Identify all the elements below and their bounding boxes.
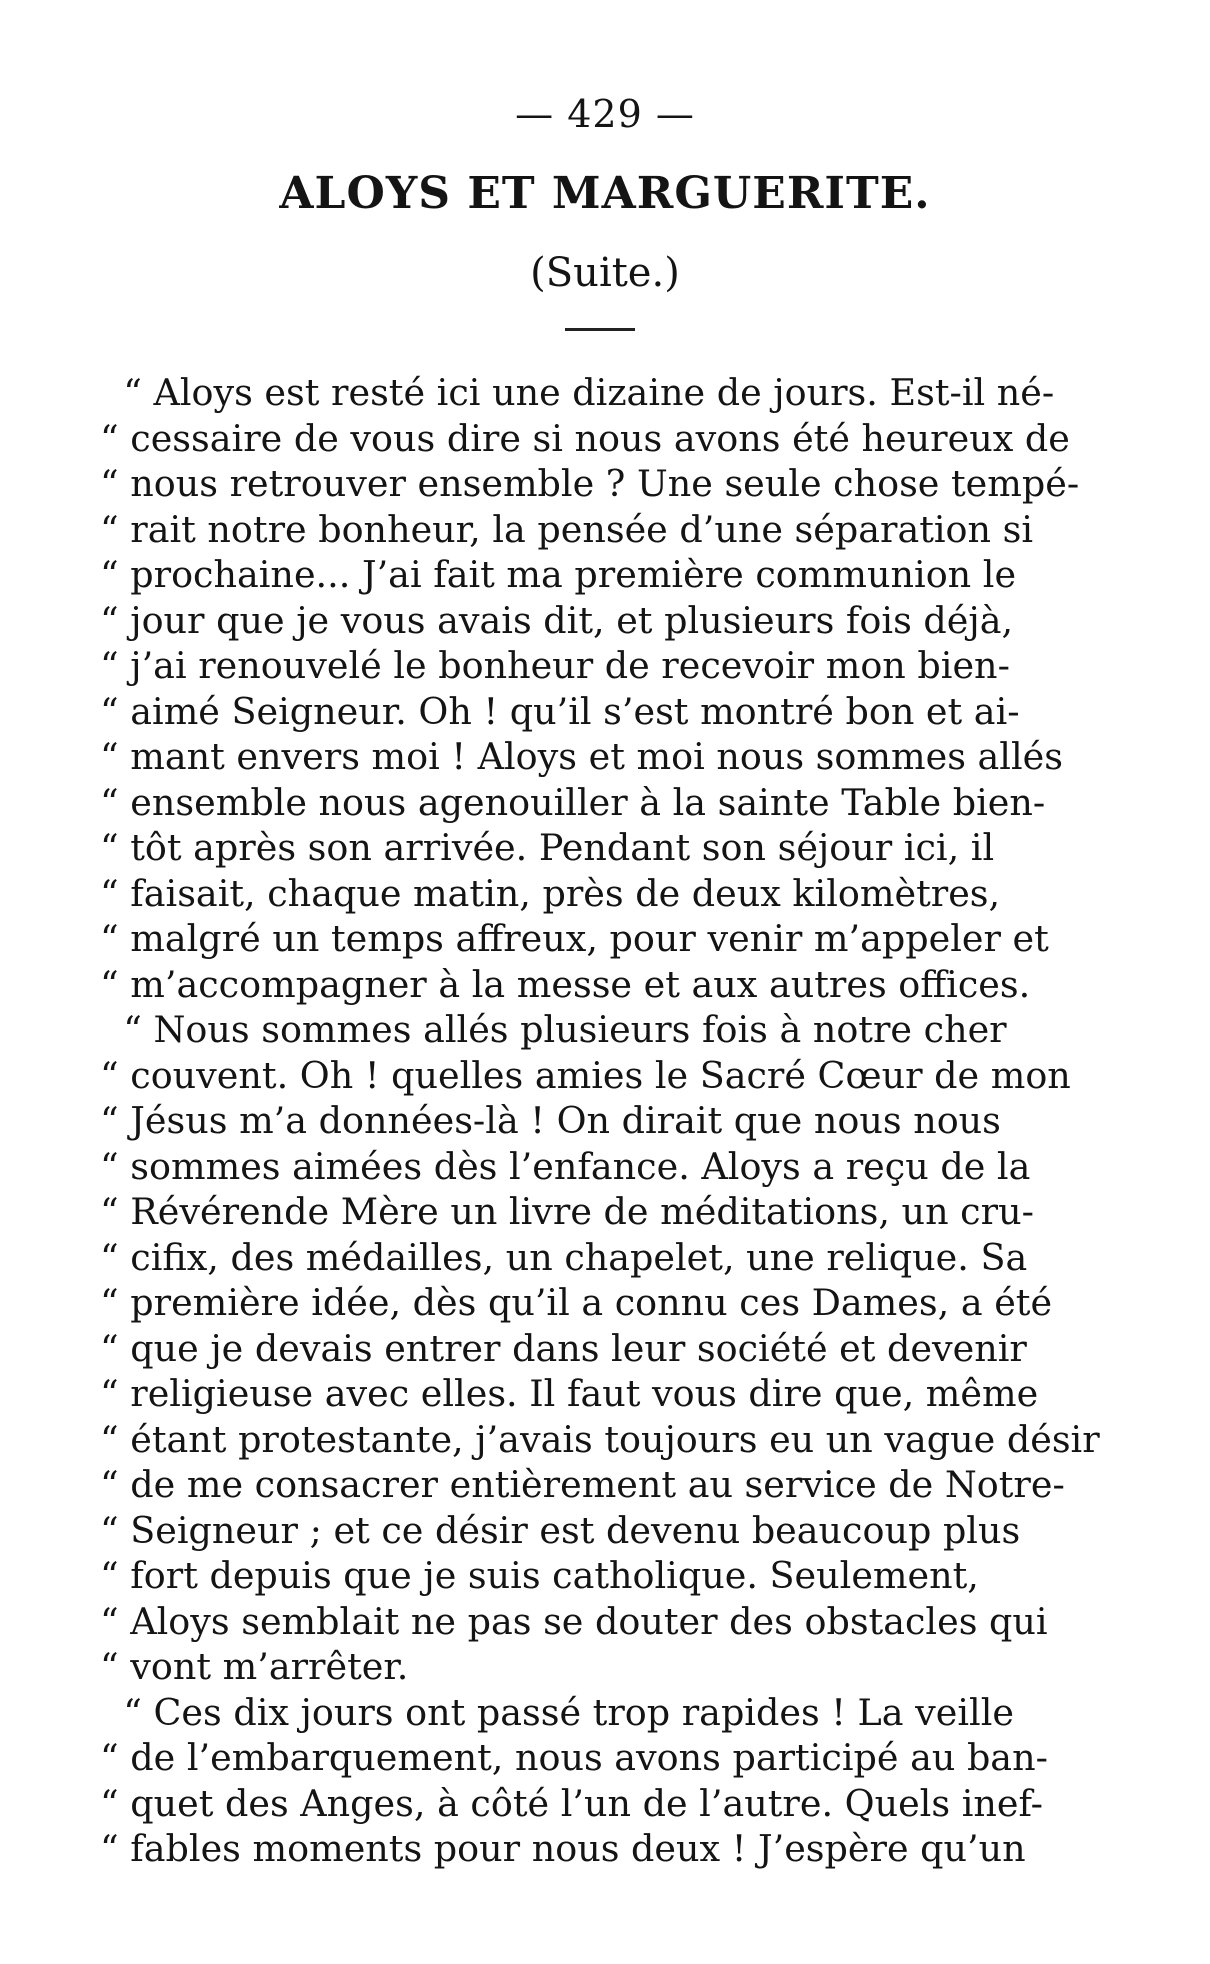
- text-line: “ aimé Seigneur. Oh ! qu’il s’est montré bon et ai-: [100, 689, 1020, 733]
- text-line: “ Nous sommes allés plusieurs fois à notre cher: [100, 1008, 1007, 1051]
- text-line: “ couvent. Oh ! quelles amies le Sacré Cœur de mon: [100, 1053, 1071, 1097]
- text-line: “ Ces dix jours ont passé trop rapides ! La veille: [100, 1690, 1014, 1734]
- text-line: “ rait notre bonheur, la pensée d’une séparation si: [100, 507, 1034, 551]
- body-text: [100, 370, 1110, 1872]
- text-line: “ tôt après son arrivée. Pendant son séjour ici, il: [100, 826, 995, 869]
- text-line: “ religieuse avec elles. Il faut vous dire que, même: [100, 1372, 1039, 1415]
- chapter-subtitle: (Suite.): [530, 250, 680, 296]
- text-line: “ cessaire de vous dire si nous avons été heureux de: [100, 416, 1070, 460]
- text-line: “ mant envers moi ! Aloys et moi nous sommes allés: [100, 735, 1063, 778]
- text-line: “ Seigneur ; et ce désir est devenu beaucoup plus: [100, 1508, 1021, 1552]
- text-line: “ fables moments pour nous deux ! J’espère qu’un: [100, 1827, 1026, 1870]
- text-line: “ ensemble nous agenouiller à la sainte Table bien-: [100, 780, 1046, 824]
- text-line: “ fort depuis que je suis catholique. Seulement,: [100, 1554, 979, 1597]
- text-line: “ sommes aimées dès l’enfance. Aloys a reçu de la: [100, 1144, 1031, 1188]
- text-line: “ prochaine... J’ai fait ma première communion le: [100, 553, 1017, 596]
- text-line: “ étant protestante, j’avais toujours eu un vague désir: [100, 1417, 1100, 1461]
- chapter-title: ALOYS ET MARGUERITE.: [279, 168, 931, 219]
- text-line: “ faisait, chaque matin, près de deux kilomètres,: [100, 871, 1001, 915]
- text-line: “ vont m’arrêter.: [100, 1645, 409, 1688]
- text-line: “ m’accompagner à la messe et aux autres offices.: [100, 962, 1031, 1006]
- title-rule: [565, 328, 635, 331]
- text-line: “ quet des Anges, à côté l’un de l’autre. Quels inef-: [100, 1781, 1044, 1825]
- text-line: “ nous retrouver ensemble ? Une seule chose tempé-: [100, 462, 1080, 505]
- text-line: “ Jésus m’a données-là ! On dirait que nous nous: [100, 1099, 1001, 1142]
- text-line: “ de l’embarquement, nous avons participé au ban-: [100, 1736, 1048, 1779]
- text-line: “ Aloys est resté ici une dizaine de jours. Est-il né-: [100, 371, 1055, 414]
- text-line: “ de me consacrer entièrement au service de Notre-: [100, 1463, 1065, 1506]
- text-line: “ Révérende Mère un livre de méditations, un cru-: [100, 1190, 1034, 1233]
- text-line: “ Aloys semblait ne pas se douter des obstacles qui: [100, 1599, 1048, 1643]
- text-line: “ jour que je vous avais dit, et plusieurs fois déjà,: [100, 598, 1014, 642]
- text-line: “ malgré un temps affreux, pour venir m’appeler et: [100, 917, 1049, 960]
- text-line: “ que je devais entrer dans leur société et devenir: [100, 1326, 1027, 1370]
- page-number: — 429 —: [515, 92, 695, 136]
- text-line: “ première idée, dès qu’il a connu ces Dames, a été: [100, 1281, 1053, 1324]
- text-line: “ j’ai renouvelé le bonheur de recevoir mon bien-: [100, 644, 1010, 687]
- text-line: “ cifix, des médailles, un chapelet, une relique. Sa: [100, 1235, 1028, 1279]
